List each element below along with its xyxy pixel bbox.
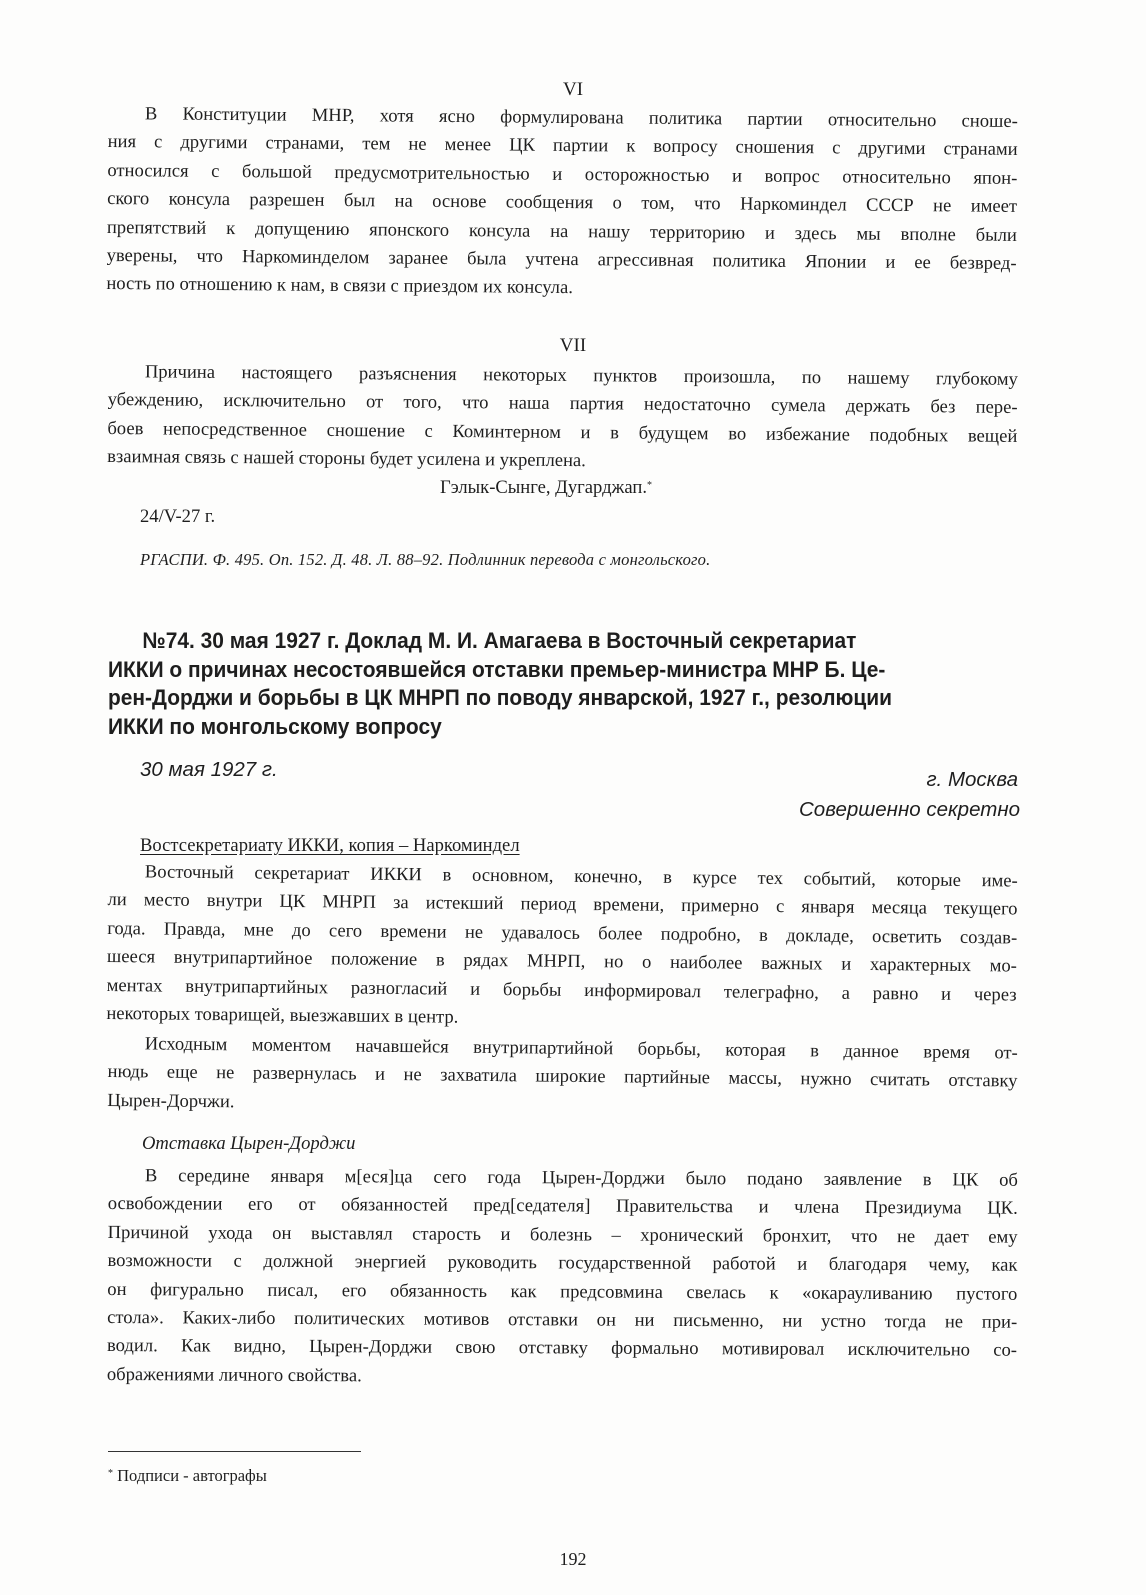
signatures: Гэлык-Сынге, Дугарджап.* (440, 477, 652, 498)
section-vii-paragraph (107, 358, 1018, 480)
text-line: уверены, что Наркоминделом заранее была учтена агрессивная политика Японии и ее безвред- (106, 245, 1017, 274)
text-line: Цырен-Дорчжи. (107, 1089, 235, 1113)
text-line: ность по отношению к нам, в связи с приездом их консула. (106, 273, 573, 299)
subheading: Отставка Цырен-Дорджи (142, 1133, 356, 1154)
section-vi-paragraph (106, 100, 1018, 307)
text-line: он фигурально писал, его обязанность как предсовмина свелась к «окарауливанию пустого (107, 1278, 1018, 1305)
footnote-marker: * (647, 480, 652, 491)
document-heading (108, 627, 962, 741)
text-line: нюдь еще не развернулась и не захватила широкие партийные массы, нужно считать отставку (107, 1061, 1018, 1092)
text-line: освобождении его от обязанностей пред[седателя] Правительства и члена Президиума ЦК. (107, 1193, 1018, 1220)
section-numeral-vii: VII (559, 335, 587, 356)
footnote (108, 1462, 267, 1490)
text-line: В середине января м[еся]ца сего года Цырен-Дорджи было подано заявление в ЦК об (144, 1165, 1018, 1191)
heading-line: №74. 30 мая 1927 г. Доклад М. И. Амагаева в Восточный секретариат (142, 628, 857, 653)
footnote-marker: * (108, 1468, 113, 1479)
report-paragraph-2 (107, 1030, 1018, 1125)
text-line: относился с большой предусмотрительностью и осторожностью и вопрос относительно япон- (107, 159, 1018, 189)
heading-line: рен-Дорджи и борьбы в ЦК МНРП по поводу январской, 1927 г., резолюции (108, 685, 893, 710)
text-line: убеждению, исключительно от того, что наша партия недостаточно сумела держать без пере- (107, 389, 1018, 419)
footnote-divider (108, 1451, 361, 1452)
text-line: ского консула разрешен был на основе сообщения о том, что Наркоминдел СССР не имеет (107, 188, 1018, 218)
text-line: Причиной ухода он выставлял старость и болезнь – хронический бронхит, что не дает ему (107, 1221, 1018, 1248)
text-line: водил. Как видно, Цырен-Дорджи свою отставку формально мотивировал исключительно со- (106, 1335, 1018, 1362)
heading-line: ИККИ о причинах несостоявшейся отставки премьер-министра МНР Б. Це- (108, 656, 886, 682)
text-line: взаимная связь с нашей стороны будет усилена и укреплена. (107, 446, 586, 472)
text-line: возможности с должной энергией руководить государственной работой и благодаря чему, как (107, 1250, 1018, 1276)
archive-reference: РГАСПИ. Ф. 495. Оп. 152. Д. 48. Л. 88–92. Подлинник перевода с монгольского. (140, 550, 711, 569)
text-line: боев непосредственное сношение с Коминтерном и в будущем во избежание подобных вещей (107, 417, 1018, 447)
report-paragraph-3 (107, 1162, 1018, 1394)
text-line: ли место внутри ЦК МНРП за истекший период времени, примерно с января месяца текущего (107, 889, 1018, 920)
footnote-text: Подписи - автографы (117, 1466, 267, 1485)
signature-date: 24/V-27 г. (140, 506, 216, 527)
heading-line: ИККИ по монгольскому вопросу (108, 713, 442, 739)
page-number: 192 (559, 1549, 587, 1569)
text-line: Исходным моментом начавшейся внутрипартийной борьбы, которая в данное время от- (144, 1033, 1018, 1064)
addressee: Востсекретариату ИККИ, копия – Наркоминдел (140, 835, 520, 856)
text-line: ментах внутрипартийных разногласий и борьбы информировал телеграфно, а равно и через (106, 974, 1017, 1006)
text-line: шееся внутрипартийное положение в рядах МНРП, но о наиболее важных и характерных мо- (106, 946, 1018, 977)
report-paragraph-1 (106, 858, 1018, 1038)
text-line: года. Правда, мне до сего времени не удавалось более подробно, в докладе, осветить создав- (107, 917, 1018, 949)
text-line: Причина настоящего разъяснения некоторых пунктов произошла, по нашему глубокому (144, 361, 1018, 390)
text-line: препятствий к допущению японского консула на нашу территорию и здесь мы вполне были (106, 216, 1017, 246)
classification-stamp: Совершенно секретно (799, 798, 1020, 821)
text-line: некоторых товарищей, выезжавших в центр. (106, 1003, 459, 1028)
text-line: ображениями личного свойства. (106, 1363, 362, 1387)
section-numeral-vi: VI (562, 79, 584, 100)
text-line: стола». Каких-либо политических мотивов отставки он ни письменно, ни устно тогда не при- (107, 1307, 1018, 1333)
document-date: 30 мая 1927 г. (140, 758, 278, 781)
text-line: В Конституции МНР, хотя ясно формулирована политика партии относительно сноше- (144, 103, 1018, 132)
text-line: ния с другими странами, тем не менее ЦК партии к вопросу сношения с другими странами (107, 131, 1018, 161)
text-line: Восточный секретариат ИККИ в основном, конечно, в курсе тех событий, которые име- (144, 861, 1018, 892)
document-place: г. Москва (926, 768, 1018, 791)
